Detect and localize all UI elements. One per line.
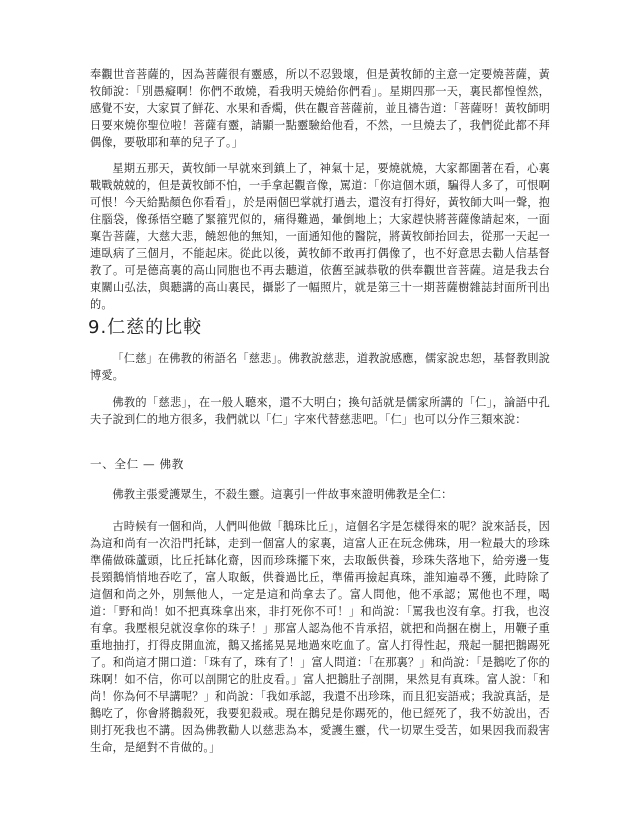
paragraph-pastor-story-intro: 奉觀世音菩薩的，因為菩薩很有靈感，所以不忍毀壞，但是黃牧師的主意一定要燒菩薩，黃牧師說：「別愚癡啊！你們不敢燒，看我明天燒給你們看」。星期四那一天，裏民都惶惶然，感覺不安，大家買了鮮花、水果和香燭，供在觀音菩薩前，並且禱告道：「菩薩呀！黃牧師明日要來燒你聖位啦！菩薩有靈，請顯一點靈驗給他看，不然，一旦燒去了，我們從此都不拜偶像，要敬耶和華的兒子了。」 (90, 68, 550, 149)
paragraph-mercy-definition: 佛教的「慈悲」，在一般人聽來，還不大明白；換句話就是儒家所講的「仁」，論語中孔夫子說到仁的地方很多，我們就以「仁」字來代替慈悲吧。「仁」也可以分作三類來說： (90, 396, 550, 426)
section-heading: 9.仁慈的比較 (88, 317, 203, 338)
paragraph-buddhism-principle: 佛教主張愛護眾生，不殺生靈。這裏引一件故事來證明佛教是全仁： (112, 488, 453, 501)
paragraph-goose-pearl-story: 古時候有一個和尚，人們叫他做「鵝珠比丘」，這個名字是怎樣得來的呢？說來話長，因為這和尚有一次沿門托缽，走到一個富人的家裏，這富人正在玩念佛珠，用一粒最大的珍珠準備做硃蘆頭，比丘托缽化齋，因而珍珠擺下來，去取飯供養，珍珠失落地下，給旁邊一隻長頸鵝悄悄地吞吃了，富人取飯，供養過比丘，準備再撿起真珠，誰知遍尋不獲，此時除了這個和尚之外，別無他人，一定是這和尚拿去了。富人問他，他不承認；罵他也不理，喝道：「野和尚！如不把真珠拿出來，非打死你不可！」和尚說：「罵我也沒有拿。打我，也沒有拿。我壓根兒就沒拿你的珠子！」那富人認為他不肯承招，就把和尚捆在樹上，用鞭子重重地抽打，打得皮開血流，鵝又搖搖晃晃地過來吃血了。富人打得性起，飛起一腿把鵝踢死了。和尚這才開口道：「珠有了，珠有了！」富人問道：「在那裏？」和尚說：「是鵝吃了你的珠啊！如不信，你可以剖開它的肚皮看。」富人把鵝肚子剖開，果然見有真珠。富人說：「和尚！你為何不早講呢？」和尚說：「我如承認，我還不出珍珠，而且犯妄語戒；我說真話，是鵝吃了，你會將鵝殺死，我要犯殺戒。現在鵝兒是你踢死的，他已經死了，我不妨說出，否則打死我也不講。因為佛教勸人以慈悲為本，愛護生靈，代一切眾生受苦，如果因我而殺害生命，是絕對不肯做的。」 (90, 520, 550, 754)
paragraph-mercy-terms: 「仁慈」在佛教的術語名「慈悲」。佛教說慈悲，道教說感應，儒家說忠恕，基督教則說博愛。 (90, 352, 550, 382)
paragraph-pastor-story-outcome: 星期五那天，黃牧師一早就來到鎮上了，神氣十足，要燒就燒，大家都圍著在看，心裏戰戰兢兢的，但是黃牧師不怕，一手拿起觀音像，罵道：「你這個木頭，騙得人多了，可恨啊可恨！今天給點顏色你看看」，於是兩個巴掌就打過去，還沒有打得好，黃牧師大叫一聲，抱住腦袋，像孫悟空聽了緊箍咒似的，痛得難過，暈倒地上；大家趕快將菩薩像請起來，一面稟告菩薩，大慈大悲，饒恕他的無知，一面通知他的醫院，將黃牧師抬回去，從那一天起一連臥病了三個月，不能起床。從此以後，黃牧師不敢再打偶像了，也不好意思去勸人信基督教了。可是德高裏的高山同胞也不再去聽道，依舊至誠恭敬的供奉觀世音菩薩。這是我去台東關山弘法，與聽講的高山裏民，攝影了一幅照片，就是第三十一期菩薩樹雜誌封面所刊出的。 (90, 162, 550, 311)
subheading-full-benevolence: 一、全仁 — 佛教 (90, 457, 184, 471)
